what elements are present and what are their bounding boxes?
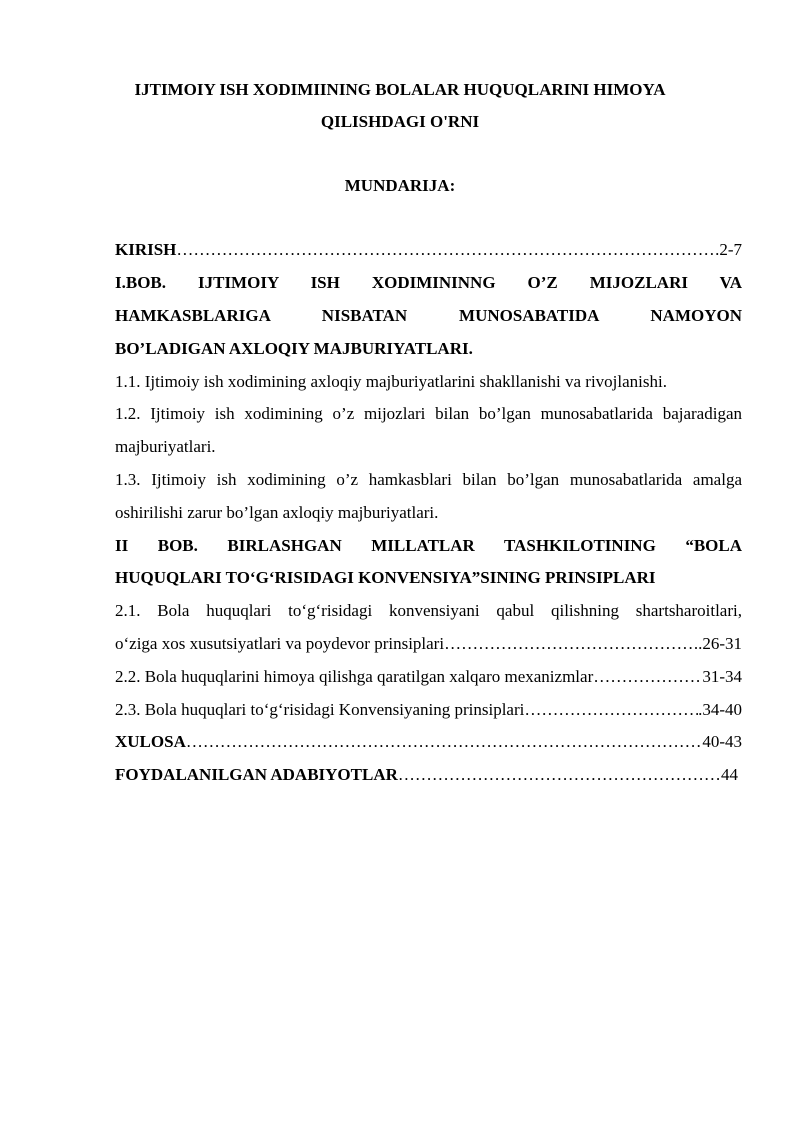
- toc-section-1-1: 1.1. Ijtimoiy ish xodimining axloqiy majburiyatlarini shakllanishi va rivojlanishi.: [115, 372, 667, 391]
- toc-entry-pages: .2-7: [715, 240, 742, 259]
- toc-entry-label: KIRISH: [115, 240, 177, 259]
- toc-entry-label: o‘ziga xos xusutsiyatlari va poydevor prinsiplari: [115, 634, 445, 653]
- toc-section-1-2-line-1: 1.2. Ijtimoiy ish xodimining o’z mijozlari bilan bo’lgan munosabatlarida bajaradigan: [115, 404, 742, 423]
- toc-entry-pages: 40-43: [702, 732, 742, 751]
- toc-entry-section-2-3: [115, 694, 742, 726]
- toc-leader-dots: [186, 726, 702, 758]
- toc-entry-xulosa: [115, 726, 742, 758]
- toc-section-1-2-line-2: majburiyatlari.: [115, 437, 216, 456]
- toc-section-1-3-line-2: oshirilishi zarur bo’lgan axloqiy majburiyatlari.: [115, 503, 439, 522]
- toc-entry-label: 2.2. Bola huquqlarini himoya qilishga qaratilgan xalqaro mexanizmlar: [115, 667, 594, 686]
- toc-entry-label: 2.3. Bola huquqlari to‘g‘risidagi Konvensiyaning prinsiplari: [115, 700, 525, 719]
- toc-chapter-1-line-3: BO’LADIGAN AXLOQIY MAJBURIYATLARI.: [115, 339, 473, 358]
- toc-entry-adabiyotlar: [115, 759, 738, 791]
- toc-leader-dots: [398, 759, 721, 791]
- toc-chapter-1-line-2: HAMKASBLARIGA NISBATAN MUNOSABATIDA NAMOYON: [115, 306, 742, 325]
- toc-entry-pages: ..26-31: [693, 634, 742, 653]
- toc-entry-pages: 31-34: [702, 667, 742, 686]
- toc-entry-label: FOYDALANILGAN ADABIYOTLAR: [115, 765, 398, 784]
- toc-chapter-2-line-2: HUQUQLARI TO‘G‘RISIDAGI KONVENSIYA”SINING PRINSIPLARI: [115, 568, 656, 587]
- toc-heading: MUNDARIJA:: [344, 176, 456, 195]
- toc-entry-pages: 44: [721, 765, 738, 784]
- toc-leader-dots: [593, 661, 702, 693]
- toc-entry-label: XULOSA: [115, 732, 186, 751]
- toc-leader-dots: [524, 694, 698, 726]
- document-title-line-1: IJTIMOIY ISH XODIMIINING BOLALAR HUQUQLARINI HIMOYA: [134, 80, 666, 99]
- toc-section-2-1-line-1: 2.1. Bola huquqlari to‘g‘risidagi konvensiyani qabul qilishning shartsharoitlari,: [115, 601, 742, 620]
- toc-entry-kirish: [115, 234, 742, 266]
- toc-leader-dots: [444, 628, 694, 660]
- toc-section-1-3-line-1: 1.3. Ijtimoiy ish xodimining o’z hamkasblari bilan bo’lgan munosabatlarida amalga: [115, 470, 742, 489]
- toc-entry-section-2-2: [115, 661, 742, 693]
- toc-chapter-2-line-1: II BOB. BIRLASHGAN MILLATLAR TASHKILOTINING “BOLA: [115, 536, 742, 555]
- toc-leader-dots: [176, 234, 715, 266]
- toc-entry-pages: .34-40: [698, 700, 742, 719]
- toc-entry-section-2-1: [115, 628, 742, 660]
- document-title-line-2: QILISHDAGI O'RNI: [320, 112, 480, 131]
- toc-chapter-1-line-1: I.BOB. IJTIMOIY ISH XODIMININNG O’Z MIJOZLARI VA: [115, 273, 742, 292]
